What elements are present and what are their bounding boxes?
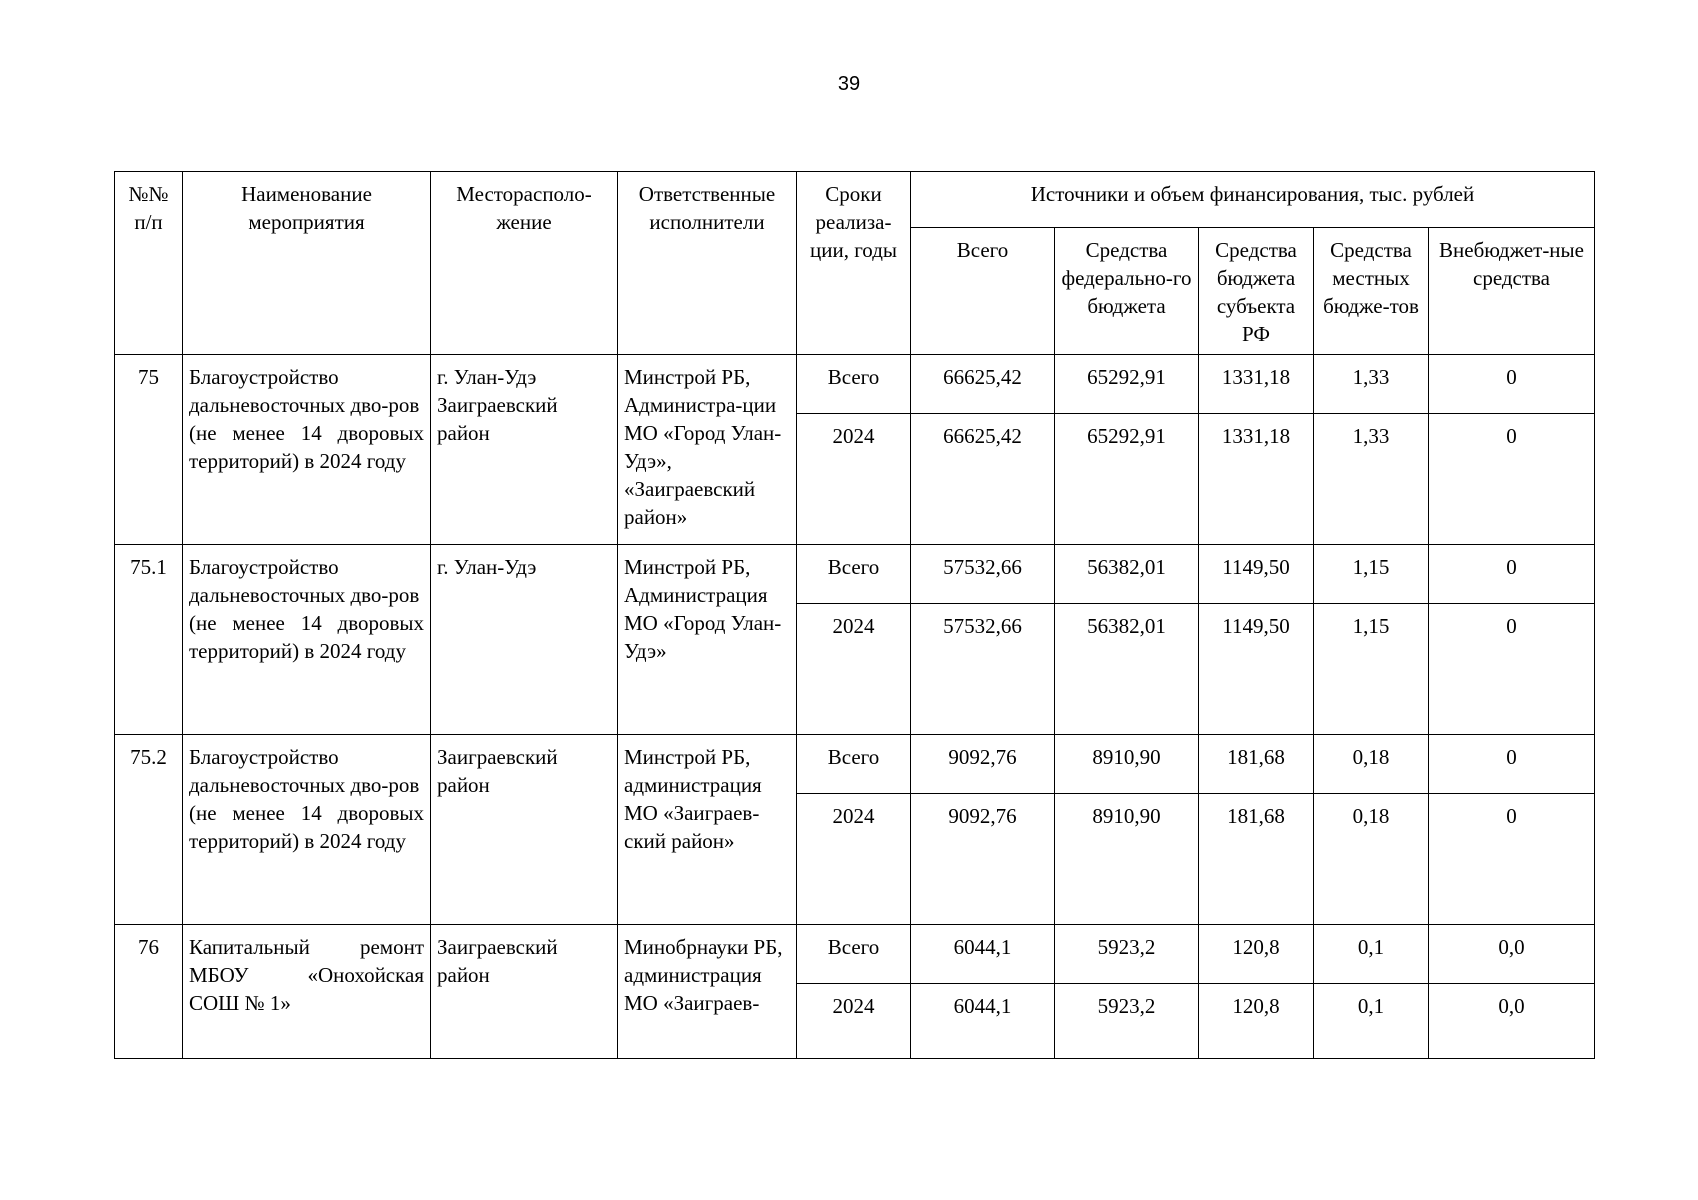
table-row [115,735,1595,794]
row-period: 2024 [797,604,911,735]
row-subject: 120,8 [1199,984,1314,1059]
row-federal: 56382,01 [1055,545,1199,604]
row-location: г. Улан-Удэ [431,545,618,735]
row-federal: 65292,91 [1055,414,1199,545]
header-subject: Средства бюджета субъекта РФ [1199,228,1314,355]
row-responsible: Минстрой РБ, администрация МО «Заиграев-ский район» [618,735,797,925]
row-extra: 0 [1429,794,1595,925]
row-period: 2024 [797,794,911,925]
row-extra: 0,0 [1429,925,1595,984]
header-responsible: Ответственные исполнители [618,172,797,355]
row-extra: 0 [1429,355,1595,414]
row-subject: 1149,50 [1199,604,1314,735]
row-period: 2024 [797,414,911,545]
row-period: Всего [797,545,911,604]
row-local: 1,33 [1314,414,1429,545]
row-subject: 1331,18 [1199,414,1314,545]
header-federal: Средства федерально-го бюджета [1055,228,1199,355]
row-location: Заиграевский район [431,735,618,925]
header-local: Средства местных бюдже-тов [1314,228,1429,355]
row-extra: 0 [1429,604,1595,735]
table-header-row [115,172,1595,228]
row-name: Благоустройство дальневосточных дво-ров (не менее 14 дворовых территорий) в 2024 году [183,545,431,735]
row-name: Благоустройство дальневосточных дво-ров (не менее 14 дворовых территорий) в 2024 году [183,735,431,925]
row-subject: 120,8 [1199,925,1314,984]
row-total: 9092,76 [911,735,1055,794]
row-extra: 0 [1429,735,1595,794]
header-period: Сроки реализа-ции, годы [797,172,911,355]
table-row [115,355,1595,414]
row-subject: 1149,50 [1199,545,1314,604]
row-period: Всего [797,925,911,984]
row-responsible: Минстрой РБ, Администрация МО «Город Улан-Удэ» [618,545,797,735]
row-period: Всего [797,355,911,414]
row-location: г. Улан-Удэ Заиграевский район [431,355,618,545]
row-subject: 181,68 [1199,794,1314,925]
row-extra: 0,0 [1429,984,1595,1059]
row-local: 0,1 [1314,925,1429,984]
row-federal: 56382,01 [1055,604,1199,735]
row-total: 66625,42 [911,414,1055,545]
row-num: 75 [115,355,183,545]
row-period: Всего [797,735,911,794]
row-federal: 5923,2 [1055,984,1199,1059]
row-federal: 8910,90 [1055,735,1199,794]
row-total: 66625,42 [911,355,1055,414]
row-federal: 5923,2 [1055,925,1199,984]
row-num: 76 [115,925,183,1059]
row-responsible: Минстрой РБ, Администра-ции МО «Город Улан-Удэ», «Заиграевский район» [618,355,797,545]
row-location: Заиграевский район [431,925,618,1059]
row-total: 57532,66 [911,604,1055,735]
row-local: 1,15 [1314,545,1429,604]
row-subject: 181,68 [1199,735,1314,794]
row-extra: 0 [1429,414,1595,545]
row-total: 6044,1 [911,925,1055,984]
row-name: Капитальный ремонт МБОУ «Онохойская СОШ № 1» [183,925,431,1059]
row-local: 0,18 [1314,735,1429,794]
row-local: 1,15 [1314,604,1429,735]
row-extra: 0 [1429,545,1595,604]
financing-table [114,171,1595,1059]
table-row [115,545,1595,604]
row-total: 9092,76 [911,794,1055,925]
header-location: Месторасполо-жение [431,172,618,355]
row-num: 75.1 [115,545,183,735]
header-financing: Источники и объем финансирования, тыс. рублей [911,172,1595,228]
row-period: 2024 [797,984,911,1059]
row-federal: 8910,90 [1055,794,1199,925]
row-local: 1,33 [1314,355,1429,414]
row-num: 75.2 [115,735,183,925]
row-federal: 65292,91 [1055,355,1199,414]
header-total: Всего [911,228,1055,355]
row-name: Благоустройство дальневосточных дво-ров (не менее 14 дворовых территорий) в 2024 году [183,355,431,545]
row-local: 0,18 [1314,794,1429,925]
page-number: 39 [837,73,861,95]
row-total: 6044,1 [911,984,1055,1059]
row-responsible: Минобрнауки РБ, администрация МО «Заиграев- [618,925,797,1059]
header-extra: Внебюджет-ные средства [1429,228,1595,355]
header-name: Наименование мероприятия [183,172,431,355]
header-num: №№ п/п [115,172,183,355]
table-row [115,925,1595,984]
row-local: 0,1 [1314,984,1429,1059]
row-total: 57532,66 [911,545,1055,604]
row-subject: 1331,18 [1199,355,1314,414]
